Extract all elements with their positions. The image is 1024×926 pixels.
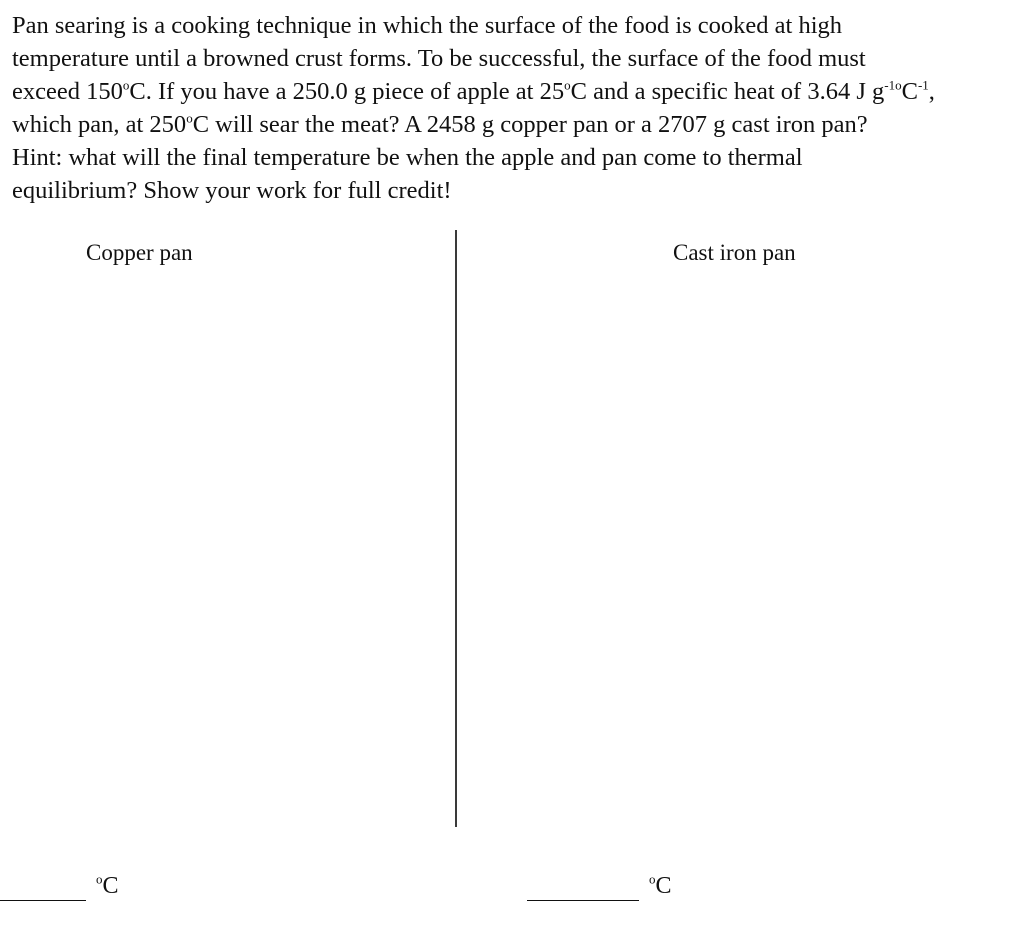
degree-symbol: o xyxy=(186,110,193,126)
degree-symbol: o xyxy=(564,77,571,93)
cast-iron-pan-answer xyxy=(527,870,672,901)
question-line-4: which pan, at 250$^o$C will sear the meat? A 2458 g copper pan or a 2707 g cast iron pan? xyxy=(12,110,868,138)
cast-iron-pan-label: Cast iron pan xyxy=(673,240,796,265)
degree-symbol: o xyxy=(122,77,130,93)
copper-pan-label: Copper pan xyxy=(86,240,193,265)
question-line-2: temperature until a browned crust forms. To be successful, the surface of the food must xyxy=(12,45,866,72)
exponent: -1o xyxy=(884,77,902,93)
question-line-3: exceed 150$^o$C. If you have a 250.0 g piece of apple at 25$^o$C and a specific heat of 3.64 J $g^{-1o}C^{-1}$, xyxy=(12,77,935,105)
question-line-6: equilibrium? Show your work for full credit! xyxy=(12,177,452,204)
copper-pan-answer xyxy=(0,870,119,901)
question-text xyxy=(12,9,1018,207)
copper-answer-blank[interactable] xyxy=(0,870,86,901)
cast-iron-answer-blank[interactable] xyxy=(527,870,639,901)
exponent: -1 xyxy=(917,77,929,93)
column-divider xyxy=(455,230,457,827)
question-line-5: Hint: what will the final temperature be when the apple and pan come to thermal xyxy=(12,144,803,171)
question-line-1: Pan searing is a cooking technique in which the surface of the food is cooked at high xyxy=(12,12,843,39)
cast-iron-answer-unit: $^o$C xyxy=(649,871,672,899)
copper-answer-unit: $^o$C xyxy=(96,871,119,899)
